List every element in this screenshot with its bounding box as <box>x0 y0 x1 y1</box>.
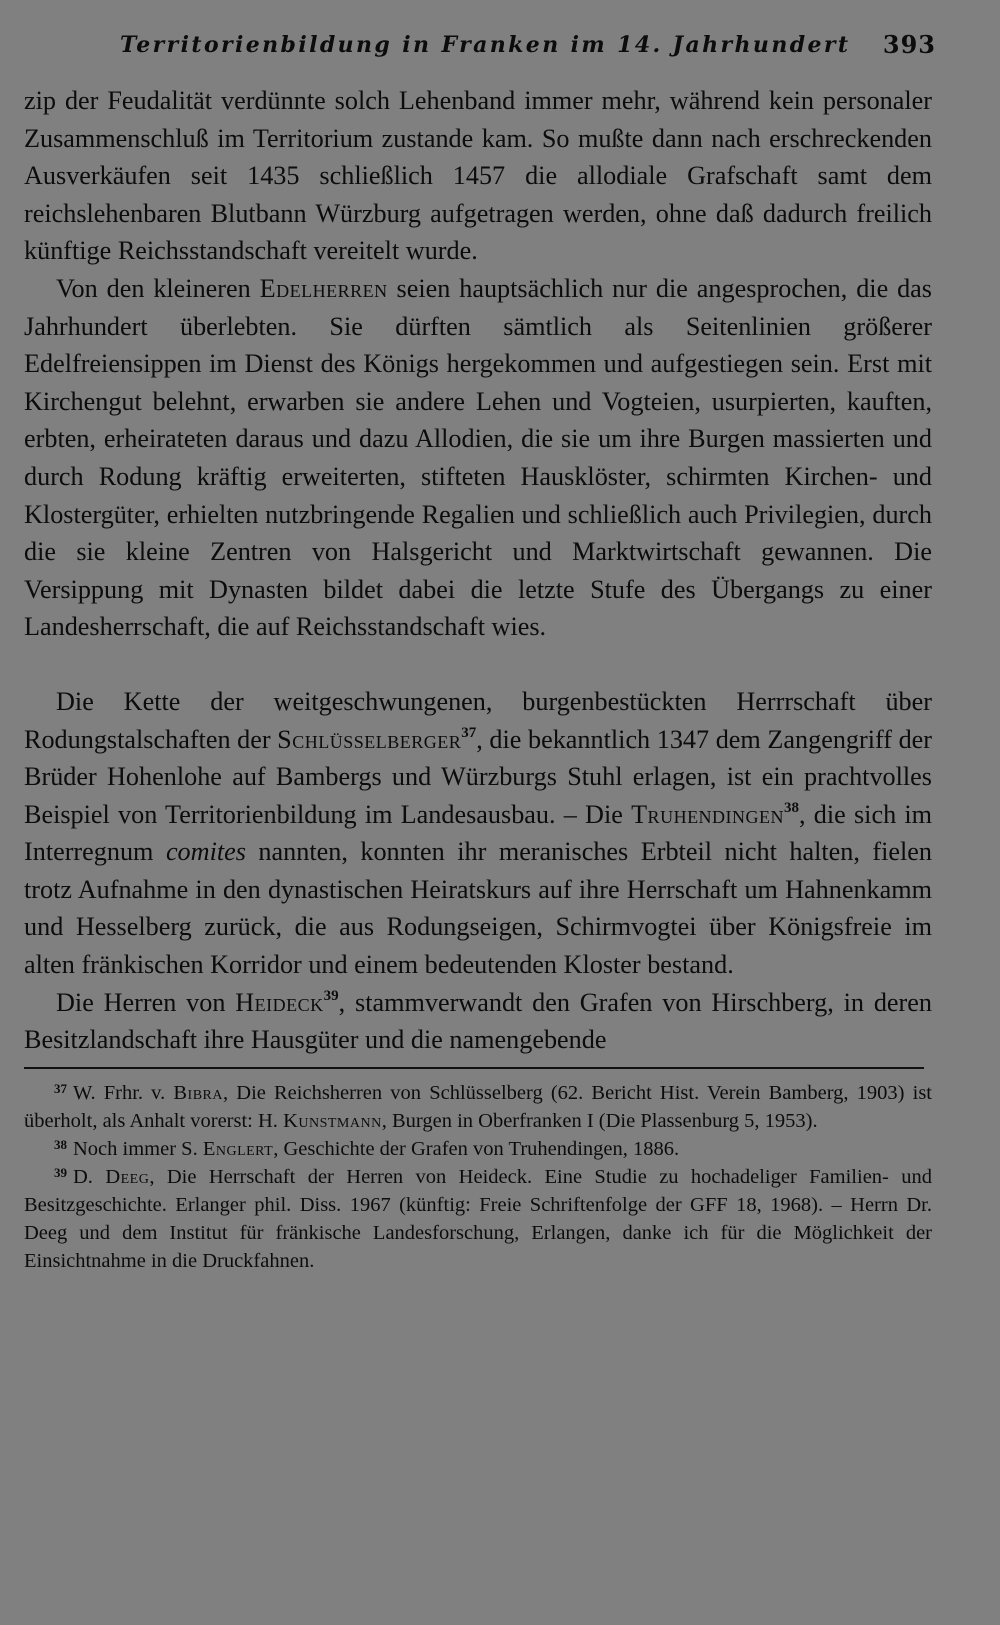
page-number: 393 <box>882 30 936 59</box>
footnote-divider <box>24 1067 924 1069</box>
paragraph-text: , stammverwandt den Grafen von Hirschberg, in deren Besitzlandschaft ihre Hausgüter und die namengebende <box>24 987 932 1055</box>
footnote-number: 39 <box>54 1164 67 1180</box>
section-gap <box>24 646 932 683</box>
family-name: Heideck <box>235 987 324 1017</box>
paragraph-text: , die bekanntlich 1347 dem Zangengriff der Brüder Hohenlohe auf Bambergs und Würzburgs Stuhl erlagen, ist ein prachtvolles Beispiel von Territorienbildung im Landesausbau. – Die <box>24 724 933 829</box>
page-header <box>24 28 936 64</box>
paragraph-schluesselberger <box>24 683 932 984</box>
paragraph-text: seien hauptsächlich nur die angesprochen, die das Jahrhundert überlebten. Sie dürften sämtlich als Seitenlinien größerer Edelfreiensippen im Dienst des Königs hergekommen und aufgestiegen sein. Erst mit Kirchengut belehnt, erwarben sie andere Lehen und Vogteien, usurpierten, kauften, erbten, erheirateten daraus und dazu Allodien, die sie um ihre Burgen massierten und durch Rodung kräftig erweiterten, stifteten Hausklöster, schirmten Kirchen- und Klostergüter, erhielten nutzbringende Regalien und schließlich auch Privilegien, durch die sie kleine Zentren von Halsgericht und Marktwirtschaft gewannen. Die Versippung mit Dynasten bildet dabei die letzte Stufe des Übergangs zu einer Landesherrschaft, die auf Reichsstandschaft wies. <box>24 273 932 642</box>
paragraph-text: zip der Feudalität verdünnte solch Lehenband immer mehr, während kein personaler Zusammenschluß im Territorium zustande kam. So mußte dann nach erschreckenden Ausverkäufen seit 1435 schließlich 1457 die allodiale Grafschaft samt dem reichslehenbaren Blutbann Würzburg aufgetragen werden, ohne daß dadurch freilich künftige Reichsstandschaft vereitelt wurde. <box>24 86 932 266</box>
paragraph-text: Die Herren von <box>56 987 236 1017</box>
footnote-ref[interactable]: 39 <box>323 987 339 1004</box>
document-page <box>24 28 936 1275</box>
paragraph-edelherren <box>24 270 932 646</box>
footnote-text: , Geschichte der Grafen von Truhendingen, 1886. <box>273 1137 680 1160</box>
footnote-number: 37 <box>54 1080 67 1096</box>
footnote-ref[interactable]: 38 <box>784 799 800 816</box>
footnote-text: , Die Herrschaft der Herren von Heideck. Eine Studie zu hochadeliger Familien- und Besitzgeschichte. Erlanger phil. Diss. 1967 (künftig: Freie Schriftenfolge der GFF 18, 1968). – Herrn Dr. Deeg und dem Institut für fränkische Landesforschung, Erlangen, danke ich für die Möglichkeit der Einsichtnahme in die Druckfahnen. <box>24 1165 932 1272</box>
running-title: Territorienbildung in Franken im 14. Jahrhundert <box>120 32 851 58</box>
footnote-text: W. Frhr. v. <box>73 1081 174 1104</box>
footnote-text: , Burgen in Oberfranken I (Die Plassenburg 5, 1953). <box>381 1109 818 1132</box>
footnote-text: Noch immer S. <box>73 1137 203 1160</box>
footnote-37 <box>24 1079 932 1135</box>
paragraph-text: , die sich im Interregnum <box>24 799 933 867</box>
footnote-ref[interactable]: 37 <box>461 724 477 741</box>
author-name: Englert <box>202 1137 274 1160</box>
paragraph-heideck <box>24 984 932 1059</box>
footnote-text: , Die Reichsherren von Schlüsselberg (62. Bericht Hist. Verein Bamberg, 1903) ist überholt, als Anhalt vorerst: H. <box>24 1081 933 1132</box>
author-name: Deeg <box>105 1165 150 1188</box>
family-name: Truhendingen <box>631 799 785 829</box>
italic-term: comites <box>165 837 246 867</box>
footnotes <box>24 1079 932 1275</box>
paragraph-text: nannten, konnten ihr meranisches Erbteil nicht halten, fielen trotz Aufnahme in den dynastischen Heiratskurs auf ihre Herrschaft um Hahnenkamm und Hesselberg zurück, die aus Rodungseigen, Schirmvogtei über Königsfreie im alten fränkischen Korridor und einem bedeutenden Kloster bestand. <box>24 837 932 980</box>
author-name: Bibra <box>173 1081 223 1104</box>
footnote-38 <box>24 1135 932 1163</box>
body-text <box>24 82 932 1059</box>
family-name: Edelherren <box>259 273 388 303</box>
paragraph-continuation <box>24 82 932 270</box>
paragraph-text: Von den kleineren <box>56 273 260 303</box>
footnote-39 <box>24 1163 932 1275</box>
footnote-number: 38 <box>54 1136 67 1152</box>
author-name: Kunstmann <box>283 1109 382 1132</box>
family-name: Schlüsselberger <box>277 724 462 754</box>
footnote-text: D. <box>73 1165 106 1188</box>
paragraph-text: Die Kette der weitgeschwungenen, burgenbestückten Herrrschaft über Rodungstalschaften der <box>24 686 932 754</box>
